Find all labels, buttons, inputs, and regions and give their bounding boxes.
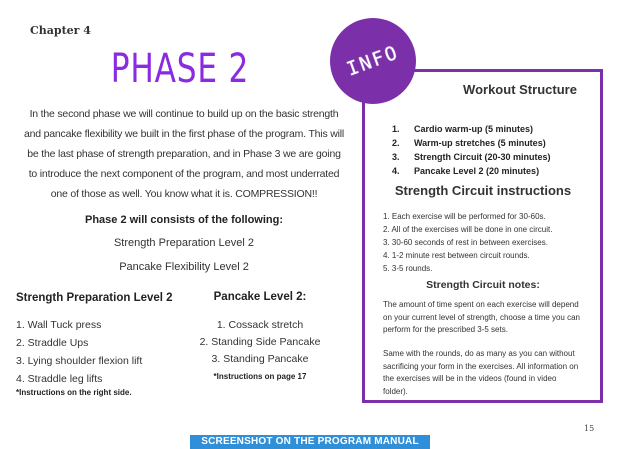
- circuit-instructions-list: [383, 210, 552, 275]
- program-item: Pancake Flexibility Level 2: [119, 261, 249, 273]
- strength-prep-heading: Strength Preparation Level 2: [16, 292, 173, 304]
- circuit-notes-paragraph: Same with the rounds, do as many as you can without sacrificing your form in the exercises. All information on the exercises will be in the videos (found in video folder).: [383, 349, 579, 396]
- page-title: PHASE 2: [110, 46, 250, 92]
- list-item: 2. All of the exercises will be done in one circuit.: [383, 225, 553, 234]
- intro-paragraph: In the second phase we will continue to build up on the basic strength and pancake flexibility we built in the first phase of the program. This will be the last phase of strength preparation, and in Phase 3 we are going to introduce the next component of the program, and most underrated one of those as well. You know what it is. COMPRESSION!!: [24, 108, 344, 200]
- circuit-instructions-title: Strength Circuit instructions: [394, 183, 572, 198]
- list-item: 4. Straddle leg lifts: [16, 373, 103, 385]
- strength-prep-list: [16, 316, 142, 388]
- list-item: 3. 30-60 seconds of rest in between exercises.: [383, 238, 548, 247]
- circuit-notes-paragraph: The amount of time spent on each exercise will depend on your current level of strength, choose a time you can perform for the prescribed 3-5 sets.: [383, 300, 580, 334]
- list-item: 5. 3-5 rounds.: [383, 264, 433, 273]
- list-item: 3. Standing Pancake: [211, 353, 309, 365]
- list-item: 1. Cossack stretch: [216, 319, 304, 331]
- pancake-note: *Instructions on page 17: [213, 372, 307, 381]
- pancake-list: [190, 317, 330, 368]
- page-number: 15: [584, 424, 595, 433]
- program-item: Strength Preparation Level 2: [113, 237, 255, 249]
- pancake-heading: Pancake Level 2:: [213, 291, 307, 303]
- list-item: 1. Wall Tuck press: [16, 319, 102, 331]
- list-item: 1. Each exercise will be performed for 30-60s.: [383, 212, 546, 221]
- circuit-notes-title: Strength Circuit notes:: [426, 279, 540, 291]
- workout-structure-list: [392, 122, 551, 178]
- workout-structure-title: Workout Structure: [463, 82, 577, 97]
- caption-banner: SCREENSHOT ON THE PROGRAM MANUAL: [190, 435, 430, 449]
- list-item: 4. 1-2 minute rest between circuit rounds.: [383, 251, 530, 260]
- info-badge-label: INFO: [343, 41, 403, 81]
- list-item: 2. Warm-up stretches (5 minutes): [392, 138, 546, 148]
- list-item: 4. Pancake Level 2 (20 minutes): [392, 166, 540, 176]
- list-item: 3. Strength Circuit (20-30 minutes): [392, 152, 551, 162]
- list-item: 1. Cardio warm-up (5 minutes): [392, 124, 534, 134]
- list-item: 3. Lying shoulder flexion lift: [16, 355, 143, 367]
- strength-prep-note: *Instructions on the right side.: [16, 388, 132, 397]
- info-badge: [330, 18, 416, 104]
- list-item: 2. Standing Side Pancake: [199, 336, 321, 348]
- list-item: 2. Straddle Ups: [16, 337, 89, 349]
- chapter-label: Chapter 4: [30, 24, 91, 37]
- consists-heading: Phase 2 will consists of the following:: [84, 214, 284, 226]
